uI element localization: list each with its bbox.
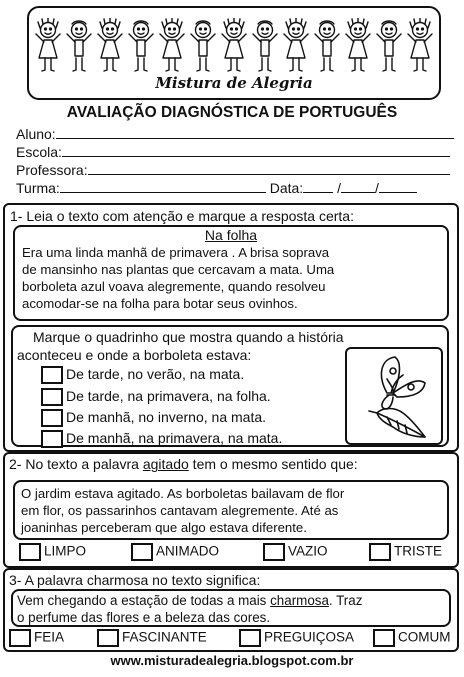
q1-options-box: [11, 325, 449, 447]
girl-icon: [407, 18, 433, 74]
q1-text-body: [22, 244, 334, 312]
checkbox[interactable]: [41, 366, 63, 384]
question-2: [3, 452, 459, 568]
butterfly-picture-box: [345, 347, 443, 445]
question-1: [3, 203, 459, 452]
checkbox[interactable]: [369, 543, 391, 561]
q3-text-line: o perfume das flores e a beleza das cores.: [17, 610, 271, 625]
q3-text-line: Vem chegando a estação de todas a mais charmosa. Traz: [17, 593, 363, 608]
q2-text-body: [21, 485, 344, 536]
q1-text-line: acomodar-se na folha para botar seus ovinhos.: [22, 296, 298, 311]
q3-text-body: [17, 592, 362, 626]
boy-icon: [314, 18, 340, 74]
q1-text-line: de mansinho nas plantas que cercavam a mata. Uma: [22, 262, 335, 277]
professora-label: Professora:: [16, 162, 88, 178]
q2-option-vazio[interactable]: VAZIO: [263, 543, 328, 561]
girl-icon: [97, 18, 123, 74]
q3-option-comum[interactable]: COMUM: [373, 629, 451, 647]
data-year-line[interactable]: [379, 192, 417, 193]
q2-text-line: O jardim estava agitado. As borboletas bailavam de flor: [21, 486, 345, 501]
boy-icon: [252, 18, 278, 74]
girl-icon: [283, 18, 309, 74]
q1-text-title: Na folha: [204, 227, 258, 243]
boy-icon: [128, 18, 154, 74]
q1-text-box: [13, 225, 449, 321]
q2-text-line: joaninhas perceberam que algo estava diferente.: [21, 520, 307, 535]
footer-url[interactable]: www.misturadealegria.blogspot.com.br: [110, 653, 354, 668]
q2-text-line: em flor, os passarinhos cantavam alegremente. Até as: [21, 503, 339, 518]
data-day-line[interactable]: [303, 192, 333, 193]
escola-line[interactable]: [62, 156, 450, 157]
question-3: [3, 568, 459, 652]
data-label: Data:: [269, 180, 304, 196]
q1-text-line: borboleta azul voava alegremente, quando resolveu: [22, 279, 326, 294]
q2-option-triste[interactable]: TRISTE: [369, 543, 442, 561]
girl-icon: [221, 18, 247, 74]
girl-icon: [345, 18, 371, 74]
q2-option-animado[interactable]: ANIMADO: [131, 543, 219, 561]
escola-label: Escola:: [16, 144, 62, 160]
checkbox[interactable]: [41, 388, 63, 406]
q3-option-feia[interactable]: FEIA: [9, 629, 64, 647]
q3-option-preguicosa[interactable]: PREGUIÇOSA: [239, 629, 354, 647]
butterfly-leaf-icon: [347, 349, 441, 443]
q1-text-line: Era uma linda manhã de primavera . A brisa soprava: [22, 245, 330, 260]
q1-prompt-line: aconteceu e onde a borboleta estava:: [17, 347, 252, 363]
checkbox[interactable]: [373, 629, 395, 647]
checkbox[interactable]: [131, 543, 153, 561]
q3-option-fascinante[interactable]: FASCINANTE: [97, 629, 207, 647]
escola-field[interactable]: [16, 144, 450, 162]
boy-icon: [376, 18, 402, 74]
checkbox[interactable]: [9, 629, 31, 647]
q3-keyword: charmosa: [270, 593, 329, 608]
q1-option-4[interactable]: De manhã, na primavera, na mata.: [41, 430, 282, 448]
data-month-line[interactable]: [341, 192, 375, 193]
q3-text-box: [11, 589, 451, 627]
q1-option-3[interactable]: De manhã, no inverno, na mata.: [41, 409, 266, 427]
turma-label: Turma:: [16, 180, 60, 196]
girl-icon: [35, 18, 61, 74]
q3-instruction: 3- A palavra charmosa no texto significa:: [9, 572, 261, 588]
q2-instruction: 2- No texto a palavra agitado tem o mesmo sentido que:: [9, 456, 358, 472]
girl-icon: [159, 18, 185, 74]
turma-field[interactable]: Turma: Data: / /: [16, 180, 417, 198]
q2-option-limpo[interactable]: LIMPO: [19, 543, 86, 561]
q1-option-1[interactable]: De tarde, no verão, na mata.: [41, 366, 244, 384]
aluno-label: Aluno:: [16, 126, 56, 142]
turma-line[interactable]: [60, 192, 266, 193]
professora-line[interactable]: [88, 174, 450, 175]
brand-logo-text: Mistura de Alegria: [155, 74, 313, 92]
checkbox[interactable]: [41, 430, 63, 448]
q1-option-2[interactable]: De tarde, na primavera, na folha.: [41, 388, 271, 406]
checkbox[interactable]: [19, 543, 41, 561]
checkbox[interactable]: [97, 629, 119, 647]
q2-text-box: [13, 480, 449, 540]
checkbox[interactable]: [41, 409, 63, 427]
boy-icon: [66, 18, 92, 74]
boy-icon: [190, 18, 216, 74]
q1-instruction: 1- Leia o texto com atenção e marque a resposta certa:: [10, 208, 354, 224]
q2-keyword: agitado: [142, 456, 189, 472]
checkbox[interactable]: [263, 543, 285, 561]
professora-field[interactable]: [16, 162, 450, 180]
aluno-field[interactable]: [16, 126, 454, 144]
q1-prompt-line: Marque o quadrinho que mostra quando a história: [33, 329, 344, 345]
page-title: AVALIAÇÃO DIAGNÓSTICA DE PORTUGUÊS: [66, 104, 398, 121]
checkbox[interactable]: [239, 629, 261, 647]
aluno-line[interactable]: [56, 138, 454, 139]
header-banner: [27, 6, 441, 100]
